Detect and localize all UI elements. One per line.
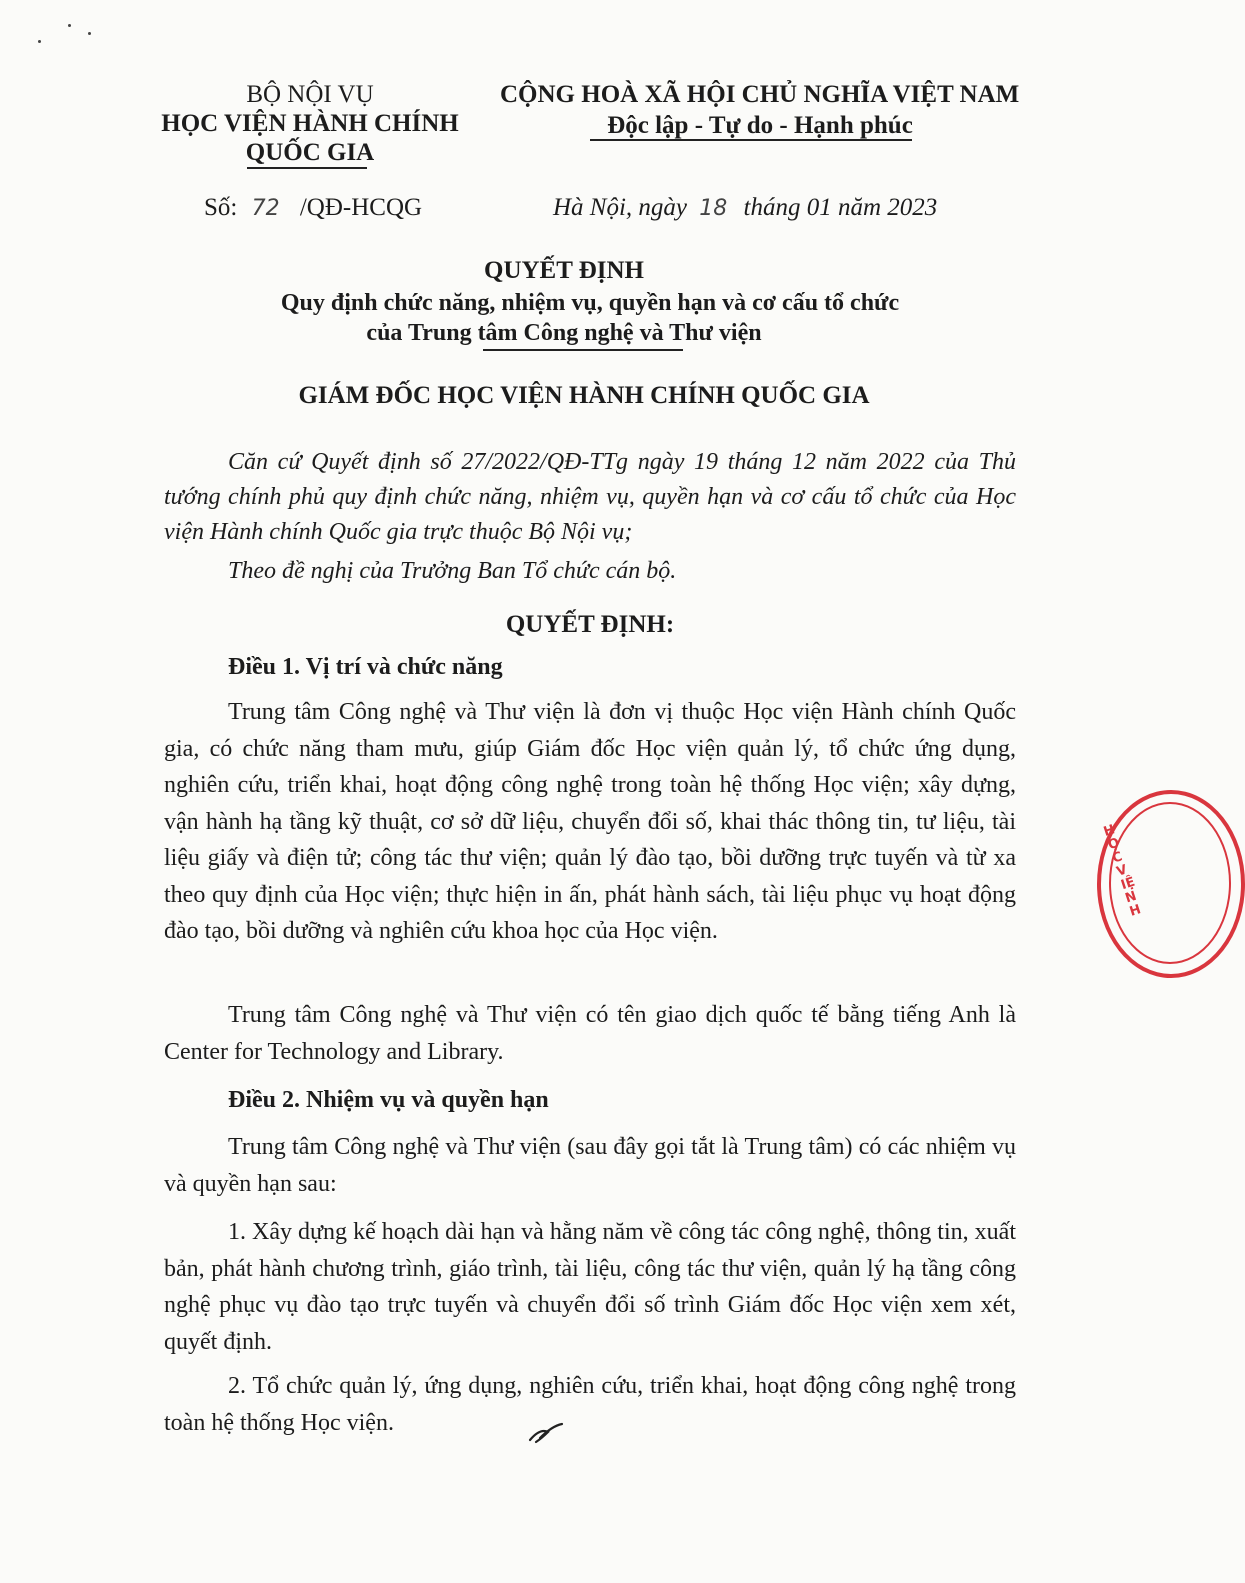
scan-speck xyxy=(68,24,71,27)
initials-mark xyxy=(526,1418,566,1448)
article-1-paragraph-1: Trung tâm Công nghệ và Thư viện là đơn vị thuộc Học viện Hành chính Quốc gia, có chức năng tham mưu, giúp Giám đốc Học viện quản lý, tổ chức ứng dụng, nghiên cứu, triển khai, hoạt động công nghệ trong toàn hệ thống Học viện; xây dựng, vận hành hạ tầng kỹ thuật, cơ sở dữ liệu, chuyển đổi số, khai thác thông tin, tư liệu, tài liệu giấy và điện tử; công tác thư viện; quản lý đào tạo, bồi dưỡng trực tuyến và từ xa theo quy định của Học viện; thực hiện in ấn, phát hành sách, tài liệu phục vụ hoạt động đào tạo, bồi dưỡng và nghiên cứu khoa học của Học viện. xyxy=(164,699,1016,944)
article-2-heading: Điều 2. Nhiệm vụ và quyền hạn xyxy=(228,1087,549,1113)
article-1-heading: Điều 1. Vị trí và chức năng xyxy=(228,654,503,680)
document-number xyxy=(204,193,422,224)
scan-speck xyxy=(38,40,41,43)
date-suffix: tháng 01 năm 2023 xyxy=(743,194,938,221)
handwritten-number: 72 xyxy=(251,196,280,221)
motto-underline xyxy=(590,139,912,141)
decision-heading: QUYẾT ĐỊNH: xyxy=(505,611,675,638)
article-1-paragraph-2: Trung tâm Công nghệ và Thư viện có tên giao dịch quốc tế bằng tiếng Anh là Center for Technology and Library. xyxy=(164,1002,1016,1065)
subtitle-underline xyxy=(483,349,683,351)
handwritten-day: 18 xyxy=(699,196,728,221)
country-name: CỘNG HOÀ XÃ HỘI CHỦ NGHĨA VIỆT NAM xyxy=(500,81,1020,108)
scan-speck xyxy=(88,32,91,35)
number-suffix: /QĐ-HCQG xyxy=(299,194,423,221)
document-type-heading: QUYẾT ĐỊNH xyxy=(484,257,644,284)
number-prefix: Số: xyxy=(204,194,238,221)
issue-date xyxy=(553,193,937,224)
national-motto: Độc lập - Tự do - Hạnh phúc xyxy=(607,112,913,139)
issuing-authority: GIÁM ĐỐC HỌC VIỆN HÀNH CHÍNH QUỐC GIA xyxy=(298,382,870,409)
academy-underline xyxy=(247,167,367,169)
red-seal xyxy=(1097,790,1245,978)
article-2-paragraph-2: 1. Xây dựng kế hoạch dài hạn và hằng năm về công tác công nghệ, thông tin, xuất bản, phát hành chương trình, giáo trình, tài liệu, công tác thư viện, quản lý hạ tầng công nghệ phục vụ đào tạo trực tuyến và chuyển đổi số trình Giám đốc Học viện xem xét, quyết định. xyxy=(164,1219,1016,1355)
document-subtitle-line2: của Trung tâm Công nghệ và Thư viện xyxy=(366,320,762,346)
article-2-paragraph-3: 2. Tổ chức quản lý, ứng dụng, nghiên cứu, triển khai, hoạt động công nghệ trong toàn hệ thống Học viện. xyxy=(164,1373,1016,1436)
seal-text: HỌC VIỆN H xyxy=(1101,822,1143,920)
preamble-basis: Căn cứ Quyết định số 27/2022/QĐ-TTg ngày 19 tháng 12 năm 2022 của Thủ tướng chính phủ quy định chức năng, nhiệm vụ, quyền hạn và cơ cấu tổ chức của Học viện Hành chính Quốc gia trực thuộc Bộ Nội vụ; xyxy=(164,449,1016,545)
ministry-name: BỘ NỘI VỤ xyxy=(246,81,374,108)
academy-name-line1: HỌC VIỆN HÀNH CHÍNH xyxy=(161,110,459,137)
article-2-paragraph-1: Trung tâm Công nghệ và Thư viện (sau đây gọi tắt là Trung tâm) có các nhiệm vụ và quyền hạn sau: xyxy=(164,1134,1016,1197)
preamble-proposal: Theo đề nghị của Trưởng Ban Tổ chức cán bộ. xyxy=(228,558,677,584)
academy-name-line2: QUỐC GIA xyxy=(245,139,375,166)
seal-clip xyxy=(1097,780,1143,980)
document-subtitle-line1: Quy định chức năng, nhiệm vụ, quyền hạn và cơ cấu tổ chức xyxy=(280,290,900,316)
date-prefix: Hà Nội, ngày xyxy=(553,194,688,221)
